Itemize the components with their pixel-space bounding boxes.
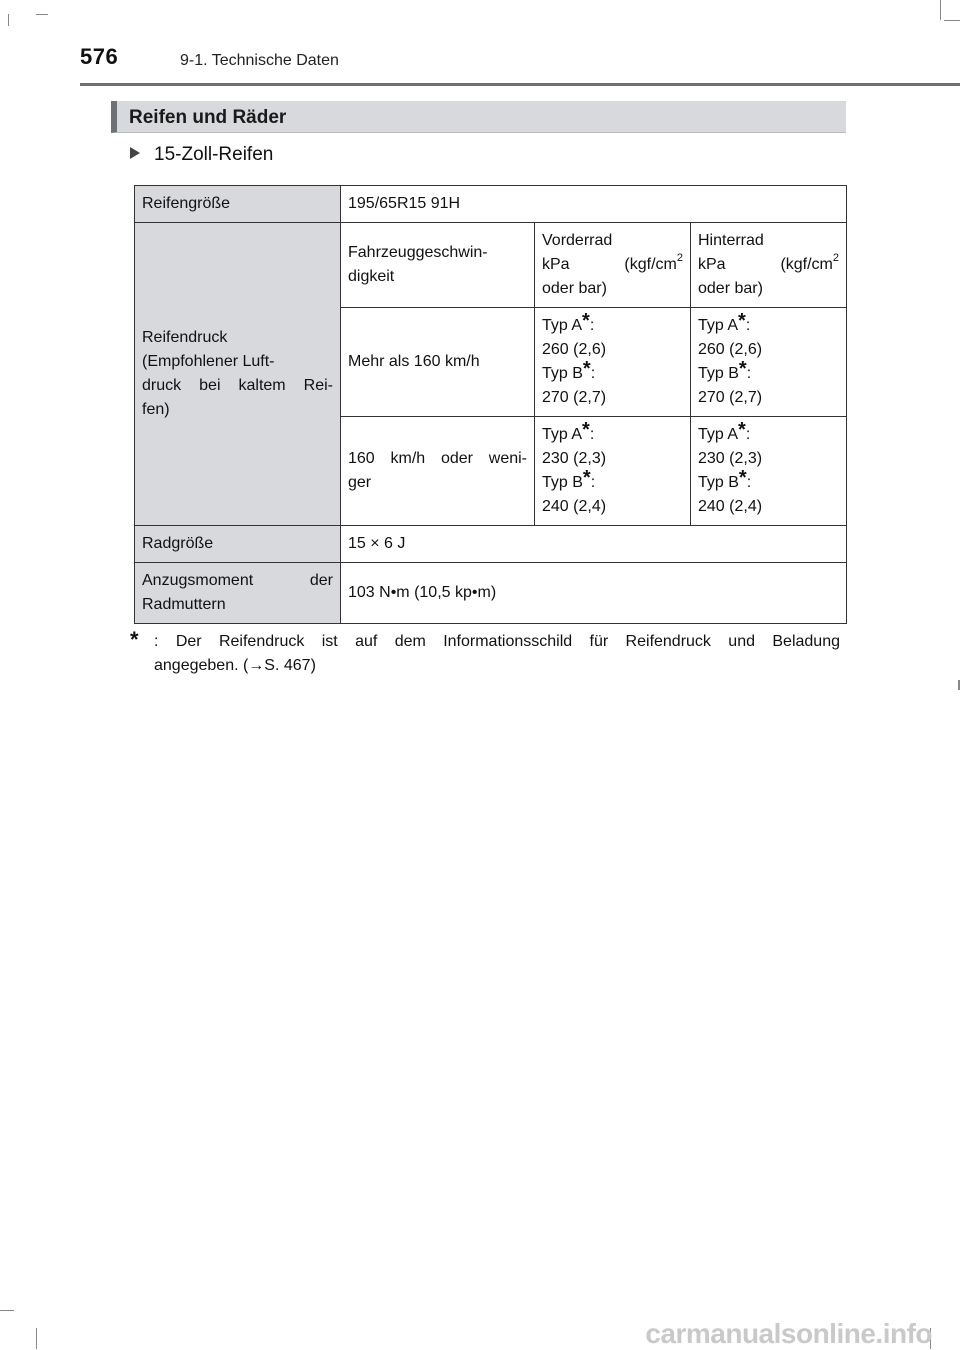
wheel-size-label: Radgröße — [135, 526, 341, 563]
type-a-label: Typ A — [542, 317, 583, 334]
table-row — [135, 186, 847, 223]
speed-low-line: ger — [348, 474, 372, 491]
rear-high-values: Typ A*: 260 (2,6) Typ B*: 270 (2,7) — [691, 308, 847, 417]
type-a-label: Typ A — [542, 426, 583, 443]
crop-mark — [940, 0, 941, 20]
pressure-value: 240 (2,4) — [698, 498, 763, 515]
pressure-label-line: fen) — [142, 401, 170, 418]
footnote-star: * — [738, 310, 746, 332]
type-a-label: Typ A — [698, 426, 739, 443]
section-title: Reifen und Räder — [129, 107, 287, 128]
rear-low-values: Typ A*: 230 (2,3) Typ B*: 240 (2,4) — [691, 417, 847, 526]
speed-low — [341, 417, 535, 526]
pressure-label-line — [142, 350, 333, 374]
pressure-label — [135, 223, 341, 526]
pressure-value: 260 (2,6) — [698, 341, 763, 358]
footnote-star: * — [738, 358, 747, 380]
pressure-value: 230 (2,3) — [542, 450, 607, 467]
pressure-value: 260 (2,6) — [542, 341, 607, 358]
rear-column-header — [691, 223, 847, 308]
torque-label — [135, 563, 341, 624]
pressure-label-line: druck bei kaltem Rei- — [142, 377, 333, 394]
subheading-text: 15-Zoll-Reifen — [154, 144, 274, 165]
front-column-header — [535, 223, 691, 308]
footnote-star: * — [582, 419, 590, 441]
watermark: carmanualsonline.info — [645, 1318, 932, 1349]
footnote-line2: angegeben. (→S. 467) — [154, 657, 316, 674]
rear-header-unit — [698, 253, 839, 277]
speed-high: Mehr als 160 km/h — [341, 308, 535, 417]
unit-sup: 2 — [832, 251, 840, 264]
front-header-unit-line2: oder bar) — [542, 280, 607, 297]
speed-low-line: 160 km/h oder weni- — [348, 450, 527, 467]
pressure-value: 240 (2,4) — [542, 498, 607, 515]
front-header-title: Vorderrad — [542, 232, 613, 249]
pressure-value: 270 (2,7) — [542, 389, 607, 406]
unit-kgf: (kgf/cm — [624, 256, 677, 273]
subheading — [130, 144, 273, 166]
crop-mark — [0, 1310, 14, 1311]
unit-kgf: (kgf/cm — [780, 256, 833, 273]
type-a-label: Typ A — [698, 317, 739, 334]
table-row — [135, 563, 847, 624]
footnote-star: * — [738, 419, 746, 441]
crop-mark — [8, 14, 9, 26]
footnote-marker: * — [130, 627, 139, 652]
pressure-value: 230 (2,3) — [698, 450, 763, 467]
tire-size-value: 195/65R15 91H — [341, 186, 847, 223]
rear-header-title: Hinterrad — [698, 232, 764, 249]
front-low-values: Typ A*: 230 (2,3) Typ B*: 240 (2,4) — [535, 417, 691, 526]
footnote-star: * — [582, 310, 590, 332]
footnote-star: * — [738, 467, 747, 489]
front-high-values: Typ A*: 260 (2,6) Typ B*: 270 (2,7) — [535, 308, 691, 417]
unit-sup: 2 — [676, 251, 683, 264]
table-row — [135, 526, 847, 563]
chapter-title: 9-1. Technische Daten — [180, 52, 339, 69]
torque-label-line: Radmuttern — [142, 596, 226, 613]
wheel-size-value: 15 × 6 J — [341, 526, 847, 563]
triangle-bullet-icon — [130, 147, 140, 159]
crop-mark — [36, 14, 48, 15]
pressure-label-line-text: (Empfohlener Luft- — [142, 353, 275, 370]
torque-label-line: Anzugsmoment der — [142, 572, 333, 589]
pressure-value: 270 (2,7) — [698, 389, 763, 406]
speed-column-header — [341, 223, 535, 308]
tire-size-label: Reifengröße — [135, 186, 341, 223]
footnote-line1: : Der Reifendruck ist auf dem Informationsschild für Reifendruck und Beladung — [154, 633, 840, 650]
rear-header-unit-line2: oder bar) — [698, 280, 763, 297]
pressure-label-line: Reifendruck — [142, 329, 228, 346]
footnote — [130, 627, 840, 678]
type-b-label: Typ B — [698, 474, 739, 491]
tire-spec-table — [134, 185, 847, 624]
crop-mark — [944, 20, 960, 21]
front-header-unit — [542, 253, 683, 277]
type-b-label: Typ B — [542, 365, 583, 382]
type-b-label: Typ B — [542, 474, 583, 491]
crop-mark — [36, 1328, 37, 1349]
footnote-star: * — [582, 358, 591, 380]
speed-header-line: digkeit — [348, 268, 395, 285]
page-number: 576 — [80, 44, 119, 69]
table-row — [135, 223, 847, 308]
unit-kpa: kPa — [698, 256, 726, 273]
header-rule — [80, 83, 960, 86]
section-heading — [111, 101, 846, 133]
type-b-label: Typ B — [698, 365, 739, 382]
footnote-star: * — [582, 467, 591, 489]
speed-header-line: Fahrzeuggeschwin- — [348, 244, 488, 261]
unit-kpa: kPa — [542, 256, 570, 273]
torque-value: 103 N•m (10,5 kp•m) — [341, 563, 847, 624]
